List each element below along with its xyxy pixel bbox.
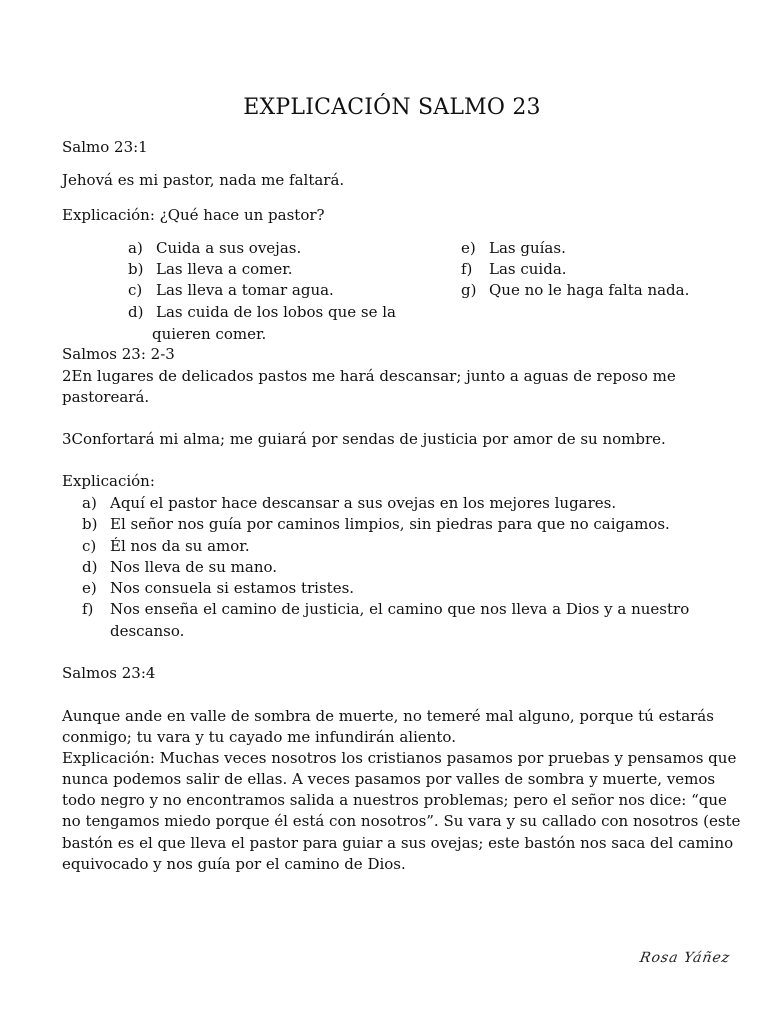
list-item: [128, 238, 301, 259]
list-marker: e): [461, 239, 476, 257]
list-item: [82, 514, 670, 535]
verse-text: conmigo; tu vara y tu cayado me infundirán aliento.: [62, 728, 456, 746]
explanation-text: todo negro y no encontramos salida a nuestros problemas; pero el señor nos dice: “que: [62, 791, 727, 809]
verse-reference: Salmos 23:4: [62, 664, 156, 682]
list-text: Las lleva a tomar agua.: [156, 281, 334, 299]
list-item: [128, 280, 334, 301]
signature: Rosa Yáñez: [638, 950, 732, 966]
list-text: Cuida a sus ovejas.: [156, 239, 302, 257]
list-text: Las lleva a comer.: [156, 260, 293, 278]
list-marker: f): [461, 260, 473, 278]
list-continuation: quieren comer.: [152, 325, 267, 343]
verse-reference: Salmos 23: 2-3: [62, 345, 175, 363]
list-item: [82, 493, 616, 514]
list-text: Que no le haga falta nada.: [489, 281, 690, 299]
verse-text: 2En lugares de delicados pastos me hará descansar; junto a aguas de reposo me: [62, 367, 676, 385]
list-continuation: descanso.: [110, 622, 185, 640]
list-marker: b): [128, 260, 144, 278]
verse-text: Aunque ande en valle de sombra de muerte, no temeré mal alguno, porque tú estarás: [62, 707, 714, 725]
list-item: [461, 259, 567, 280]
list-marker: d): [82, 558, 98, 576]
verse-reference: Salmo 23:1: [62, 138, 148, 156]
list-text: El señor nos guía por caminos limpios, sin piedras para que no caigamos.: [110, 515, 670, 533]
list-item: [82, 557, 277, 578]
list-marker: a): [82, 494, 97, 512]
list-item: [461, 238, 566, 259]
explanation-text: bastón es el que lleva el pastor para guiar a sus ovejas; este bastón nos saca del camino: [62, 834, 734, 852]
explanation-text: nunca podemos salir de ellas. A veces pasamos por valles de sombra y muerte, vemos: [62, 770, 716, 788]
verse-text: pastoreará.: [62, 388, 150, 406]
list-text: Nos consuela si estamos tristes.: [110, 579, 355, 597]
page-title: EXPLICACIÓN SALMO 23: [243, 95, 541, 120]
list-text: Las cuida de los lobos que se la: [156, 303, 396, 321]
list-marker: c): [128, 281, 143, 299]
list-text: Aquí el pastor hace descansar a sus ovejas en los mejores lugares.: [110, 494, 617, 512]
list-marker: a): [128, 239, 143, 257]
list-marker: g): [461, 281, 477, 299]
verse-text: Jehová es mi pastor, nada me faltará.: [62, 171, 345, 189]
explanation-text: no tengamos miedo porque él está con nosotros”. Su vara y su callado con nosotros (este: [62, 812, 741, 830]
explanation-text: Explicación: Muchas veces nosotros los cristianos pasamos por pruebas y pensamos que: [62, 749, 737, 767]
list-text: Las guías.: [489, 239, 566, 257]
list-text: Nos lleva de su mano.: [110, 558, 278, 576]
list-item: [82, 536, 250, 557]
list-item: [128, 259, 293, 280]
list-text: Nos enseña el camino de justicia, el camino que nos lleva a Dios y a nuestro: [110, 600, 690, 618]
list-text: Las cuida.: [489, 260, 567, 278]
list-item: [128, 302, 396, 323]
list-marker: f): [82, 600, 94, 618]
list-marker: e): [82, 579, 97, 597]
list-marker: d): [128, 303, 144, 321]
explanation-label: Explicación:: [62, 472, 155, 490]
list-item: [82, 599, 689, 620]
list-text: Él nos da su amor.: [110, 537, 250, 555]
list-item: [82, 578, 354, 599]
list-marker: b): [82, 515, 98, 533]
list-item: [461, 280, 689, 301]
list-marker: c): [82, 537, 97, 555]
verse-text: 3Confortará mi alma; me guiará por sendas de justicia por amor de su nombre.: [62, 430, 666, 448]
explanation-text: equivocado y nos guía por el camino de Dios.: [62, 855, 406, 873]
explanation-question: Explicación: ¿Qué hace un pastor?: [62, 206, 325, 224]
